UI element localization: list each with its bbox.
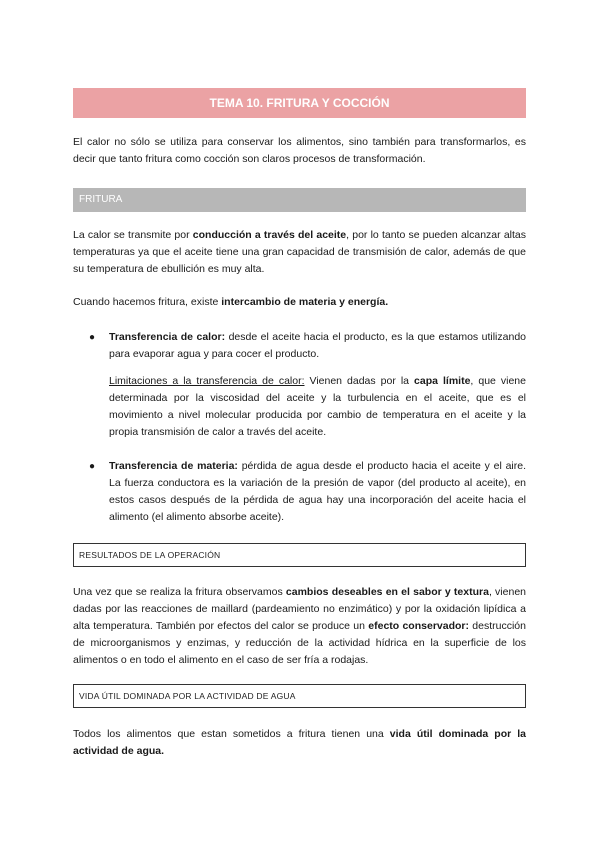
shelf-life-paragraph: Todos los alimentos que estan sometidos a fritura tienen una vida útil dominada por la actividad de agua. xyxy=(73,728,527,757)
section-box-resultados: RESULTADOS DE LA OPERACIÓN xyxy=(73,543,526,567)
mass-transfer-item: Transferencia de materia: pérdida de agua desde el producto hacia el aceite y el aire. La fuerza conductora es la variación de la presión de vapor (del producto al aceite), en estos casos después de la pérdida de agua hay una incorporación del aceite hacia el alimento (el alimento absorbe aceite). xyxy=(109,460,526,523)
conduction-paragraph: La calor se transmite por conducción a través del aceite, por lo tanto se pueden alcanzar altas temperaturas ya que el aceite tiene una gran capacidad de transmisión de calor, además de que su temperatura de ebullición es muy alta. xyxy=(73,229,526,275)
heat-transfer-limitations: Limitaciones a la transferencia de calor: Vienen dadas por la capa límite, que viene determinada por la viscosidad del aceite y la turbulencia en el aceite, que es el movimiento a nivel molecular producida por cambio de temperatura en el aceite y la propia transmisión de calor a través del aceite. xyxy=(109,375,526,438)
results-paragraph: Una vez que se realiza la fritura observamos cambios deseables en el sabor y textura, vienen dadas por las reacciones de maillard (pardeamiento no enzimático) y por la oxidación lipídica a alta temperatura. También por efectos del calor se produce un efecto conservador: destrucción de microorganismos y enzimas, y reducción de la actividad hídrica en la superficie de los alimentos o en todo el alimento en el caso de ser fría a rodajas. xyxy=(73,586,526,666)
exchange-paragraph: Cuando hacemos fritura, existe intercambio de materia y energía. xyxy=(73,296,389,308)
section-header-fritura: FRITURA xyxy=(73,188,526,212)
bullet-marker: ● xyxy=(89,461,96,472)
heat-transfer-item: Transferencia de calor: desde el aceite hacia el producto, es la que estamos utilizando para evaporar agua y para cocer el producto. xyxy=(109,331,526,360)
page-title: TEMA 10. FRITURA Y COCCIÓN xyxy=(73,88,526,118)
section-box-vida-util: VIDA ÚTIL DOMINADA POR LA ACTIVIDAD DE AGUA xyxy=(73,684,526,708)
bullet-marker: ● xyxy=(89,332,96,343)
intro-paragraph: El calor no sólo se utiliza para conservar los alimentos, sino también para transformarlos, es decir que tanto fritura como cocción son claros procesos de transformación. xyxy=(73,136,526,165)
